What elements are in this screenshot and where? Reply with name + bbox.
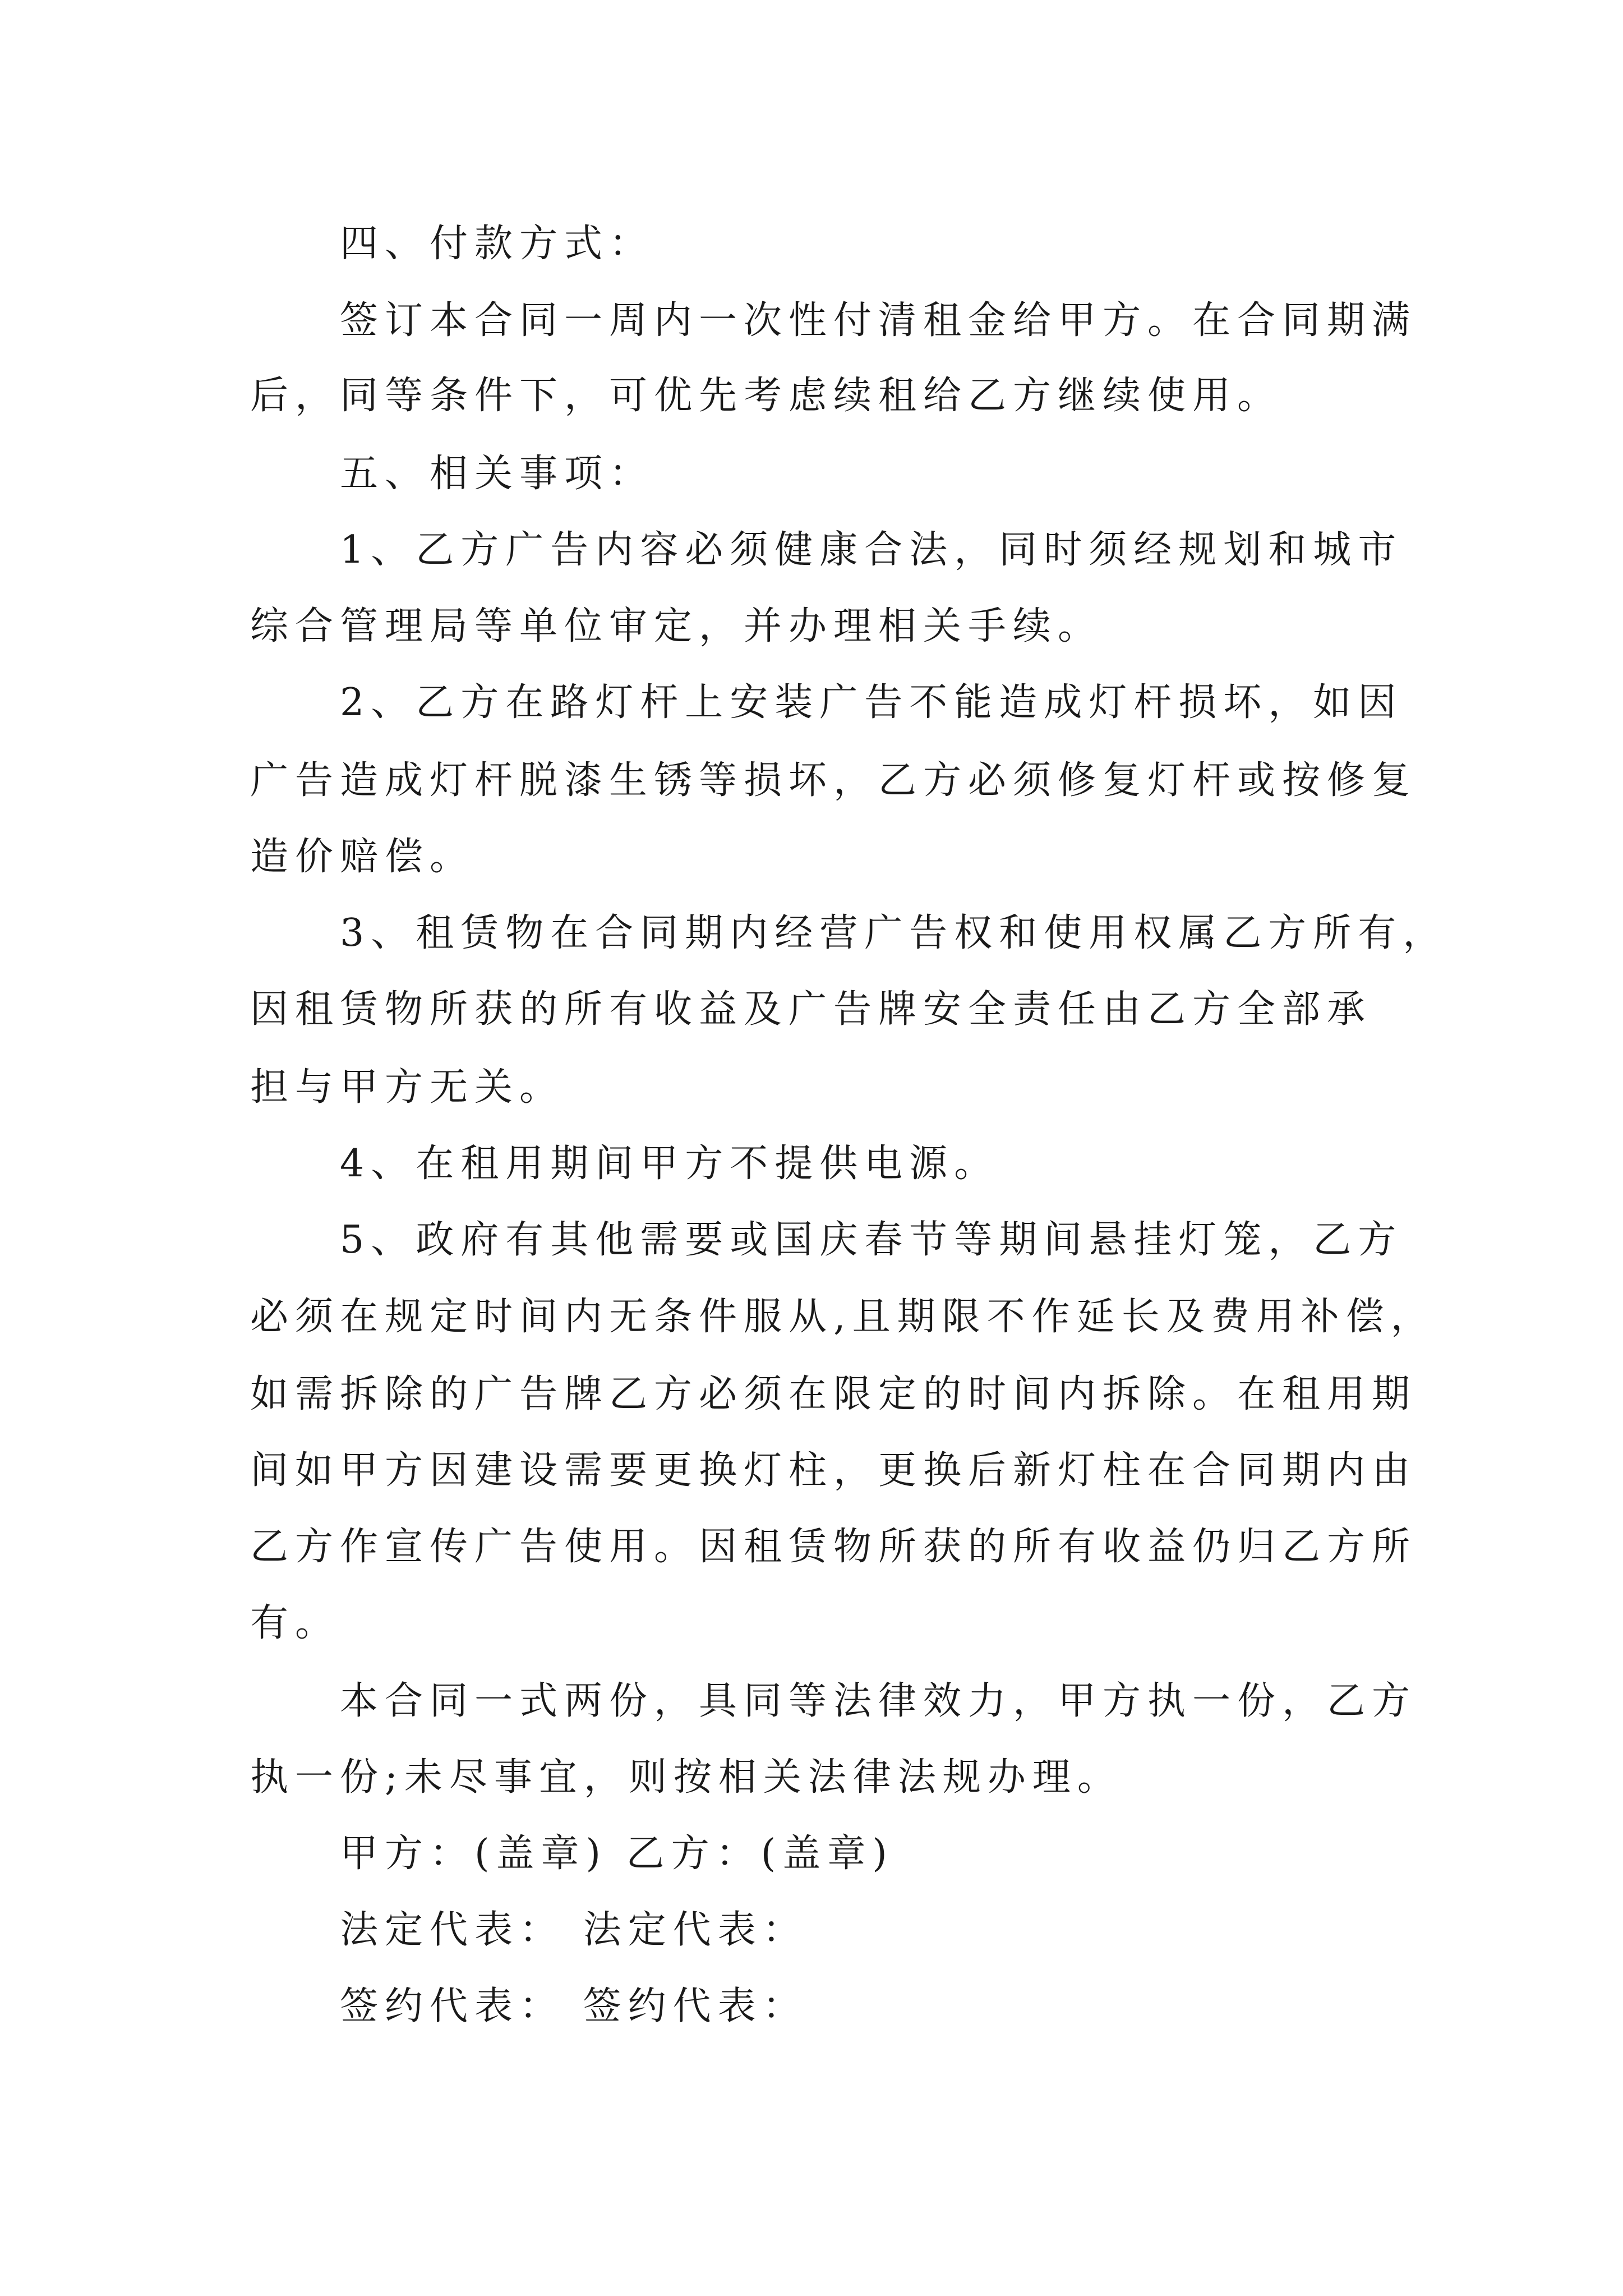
clause-5-line: 间如甲方因建设需要更换灯柱，更换后新灯柱在合同期内由 <box>250 1448 1417 1493</box>
signature-seal-line: 甲方：(盖章) 乙方：(盖章) <box>340 1832 894 1876</box>
paragraph-line: 签订本合同一周内一次性付清租金给甲方。在合同期满 <box>340 298 1417 343</box>
signature-legal-rep-line: 法定代表： 法定代表： <box>340 1908 808 1952</box>
clause-5-line: 有。 <box>250 1601 340 1645</box>
paragraph-line: 后，同等条件下，可优先考虑续租给乙方继续使用。 <box>250 374 1283 418</box>
clause-1-line: 1、乙方广告内容必须健康合法，同时须经规划和城市 <box>340 528 1403 572</box>
clause-5-line: 5、政府有其他需要或国庆春节等期间悬挂灯笼，乙方 <box>340 1218 1403 1262</box>
clause-2-line: 2、乙方在路灯杆上安装广告不能造成灯杆损坏，如因 <box>340 680 1403 725</box>
section-heading-matters: 五、相关事项： <box>340 452 654 496</box>
clause-2-line: 广告造成灯杆脱漆生锈等损坏，乙方必须修复灯杆或按修复 <box>250 758 1417 803</box>
clause-2-line: 造价赔偿。 <box>250 835 475 879</box>
clause-5-line: 乙方作宣传广告使用。因租赁物所获的所有收益仍归乙方所 <box>250 1525 1417 1569</box>
clause-1-line: 综合管理局等单位审定，并办理相关手续。 <box>250 604 1103 648</box>
clause-3-line: 3、租赁物在合同期内经营广告权和使用权属乙方所有， <box>340 911 1448 955</box>
closing-paragraph-line: 本合同一式两份，具同等法律效力，甲方执一份，乙方 <box>340 1679 1417 1723</box>
clause-4-line: 4、在租用期间甲方不提供电源。 <box>340 1142 999 1186</box>
clause-5-line: 必须在规定时间内无条件服从,且期限不作延长及费用补偿， <box>250 1295 1436 1339</box>
clause-5-line: 如需拆除的广告牌乙方必须在限定的时间内拆除。在租用期 <box>250 1372 1417 1416</box>
section-heading-payment: 四、付款方式： <box>340 222 654 266</box>
signature-signing-rep-line: 签约代表： 签约代表： <box>340 1984 808 2028</box>
closing-paragraph-line: 执一份;未尽事宜，则按相关法律法规办理。 <box>250 1755 1122 1800</box>
clause-3-line: 因租赁物所获的所有收益及广告牌安全责任由乙方全部承 <box>250 987 1372 1032</box>
clause-3-line: 担与甲方无关。 <box>250 1065 565 1110</box>
